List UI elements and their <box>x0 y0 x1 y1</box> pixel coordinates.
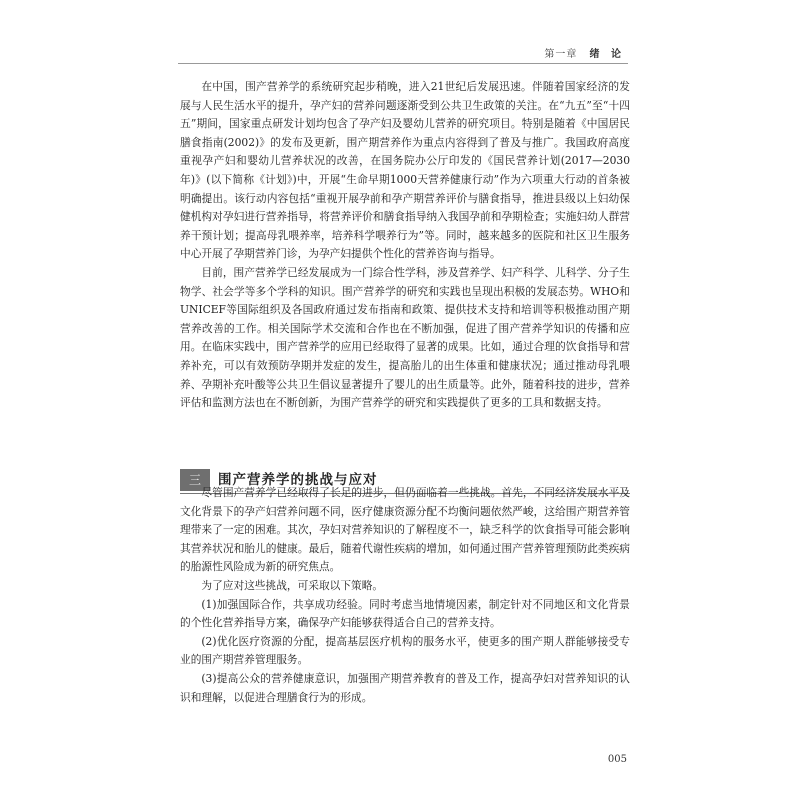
header-rule <box>178 63 628 64</box>
chapter-title: 绪 论 <box>589 49 625 60</box>
text-block-intro <box>180 78 630 413</box>
paragraph: 在中国，围产营养学的系统研究起步稍晚，进入21世纪后发展迅速。伴随着国家经济的发展与人民生活水平的提升，孕产妇的营养问题逐渐受到公共卫生政策的关注。在“九五”至“十四五”期间，国家重点研发计划均包含了孕产妇及婴幼儿营养的研究项目。特别是随着《中国居民膳食指南(2002)》的发布及更新，围产期营养作为重点内容得到了普及与推广。我国政府高度重视孕产妇和婴幼儿营养状况的改善，在国务院办公厅印发的《国民营养计划(2017—2030年)》(以下简称《计划》)中，开展“生命早期1000天营养健康行动”作为六项重大行动的首条被明确提出。该行动内容包括“重视开展孕前和孕产期营养评价与膳食指导，推进县级以上妇幼保健机构对孕妇进行营养指导，将营养评价和膳食指导纳入我国孕前和孕期检查；实施妇幼人群营养干预计划；提高母乳喂养率，培养科学喂养行为”等。同时，越来越多的医院和社区卫生服务中心开展了孕期营养门诊，为孕产妇提供个性化的营养咨询与指导。 <box>180 80 630 261</box>
list-item: (1)加强国际合作，共享成功经验。同时考虑当地情境因素，制定针对不同地区和文化背景的个性化营养指导方案，确保孕产妇能够获得适合自己的营养支持。 <box>180 597 630 630</box>
list-item: (3)提高公众的营养健康意识，加强围产期营养教育的普及工作，提高孕妇对营养知识的认识和理解，以促进合理膳食行为的形成。 <box>180 671 630 704</box>
paragraph: 为了应对这些挑战，可采取以下策略。 <box>201 578 384 592</box>
text-block-challenges <box>180 484 630 707</box>
chapter-label: 第一章 <box>544 49 578 60</box>
page-number: 005 <box>607 754 627 765</box>
paragraph: 目前，围产营养学已经发展成为一门综合性学科，涉及营养学、妇产科学、儿科学、分子生物学、社会学等多个学科的知识。围产营养学的研究和实践也呈现出积极的发展态势。WHO和UNICEF等国际组织及各国政府通过发布指南和政策、提供技术支持和培训等积极推动围产期营养改善的工作。相关国际学术交流和合作也在不断加强，促进了围产营养学知识的传播和应用。在临床实践中，围产营养学的应用已经取得了显著的成果。比如，通过合理的饮食指导和营养补充，可以有效预防孕期并发症的发生，提高胎儿的出生体重和健康状况；通过推动母乳喂养、孕期补充叶酸等公共卫生倡议显著提升了婴儿的出生质量等。此外，随着科技的进步，营养评估和监测方法也在不断创新，为围产营养学的研究和实践提供了更多的工具和数据支持。 <box>180 265 630 410</box>
list-item: (2)优化医疗资源的分配，提高基层医疗机构的服务水平，使更多的围产期人群能够接受专业的围产期营养管理服务。 <box>180 634 630 667</box>
section-number-badge: 三 <box>180 469 210 491</box>
running-head <box>544 45 625 60</box>
paragraph: 尽管围产营养学已经取得了长足的进步，但仍面临着一些挑战。首先，不同经济发展水平及文化背景下的孕产妇营养问题不同，医疗健康资源分配不均衡问题依然严峻，这给围产期营养管理带来了一定的困难。其次，孕妇对营养知识的了解程度不一，缺乏科学的饮食指导可能会影响其营养状况和胎儿的健康。最后，随着代谢性疾病的增加，如何通过围产营养管理预防此类疾病的胎源性风险成为新的研究焦点。 <box>180 486 630 574</box>
section-title: 围产营养学的挑战与应对 <box>218 472 378 488</box>
